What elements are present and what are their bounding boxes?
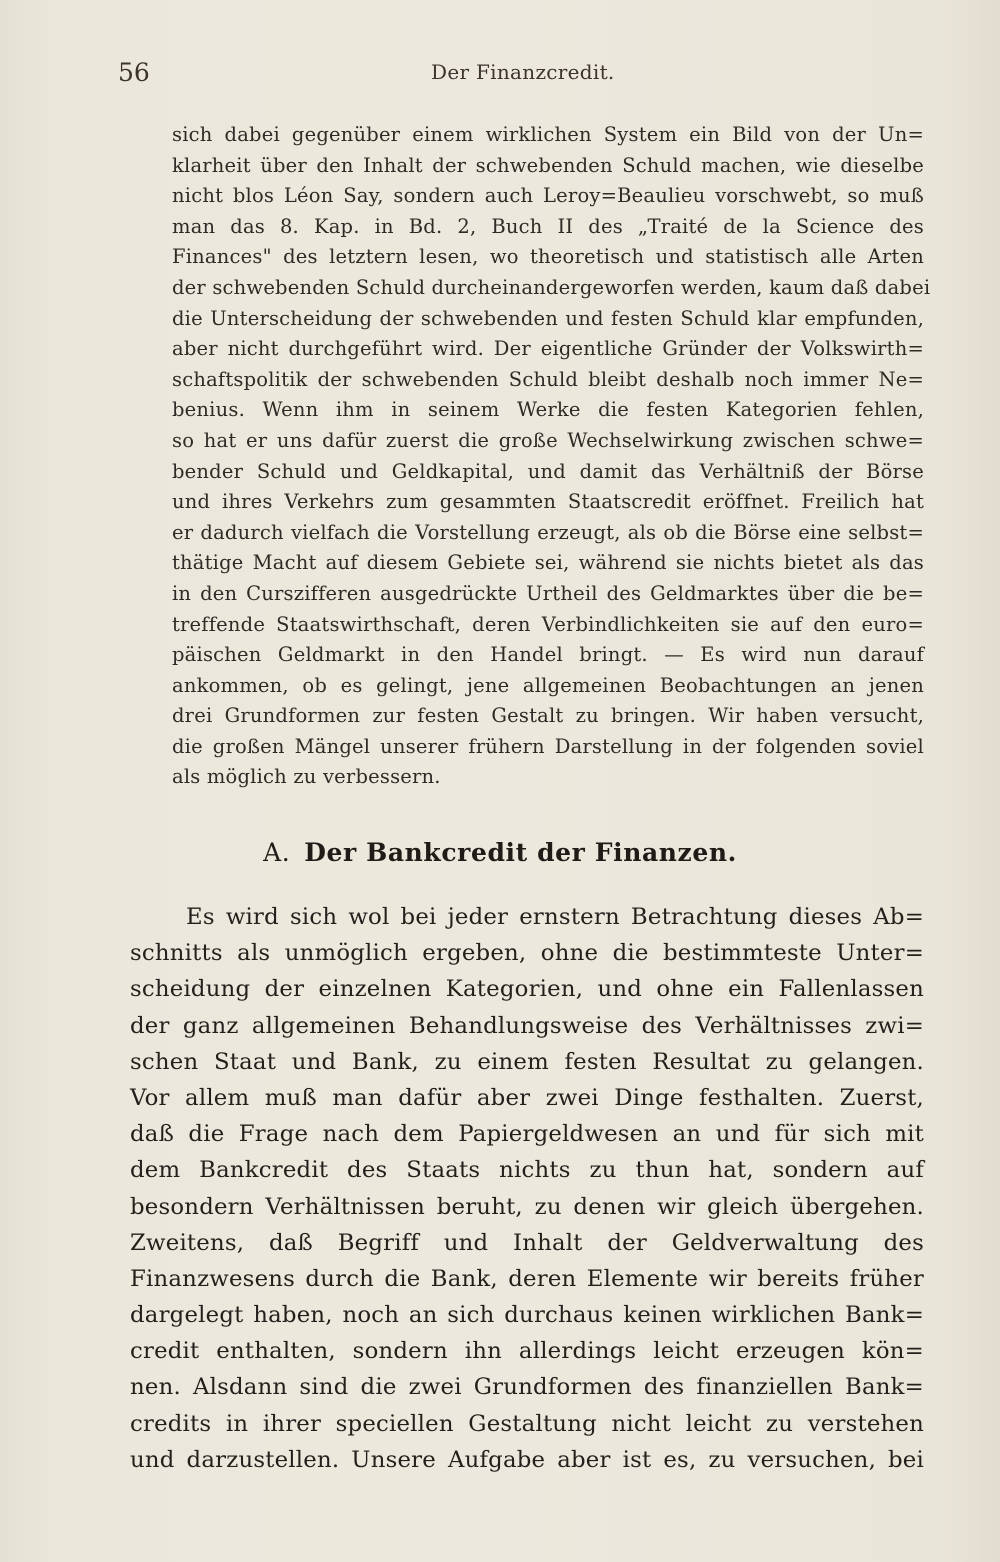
text-line: die großen Mängel unserer frühern Darstellung in der folgenden soviel: [172, 734, 924, 758]
running-head: [118, 58, 918, 94]
text-line: Es wird sich wol bei jeder ernstern Betrachtung dieses Ab=: [186, 904, 924, 930]
text-line: schaftspolitik der schwebenden Schuld bleibt deshalb noch immer Ne=: [172, 367, 924, 391]
text-line: päischen Geldmarkt in den Handel bringt. — Es wird nun darauf: [172, 643, 924, 667]
text-line: er dadurch vielfach die Vorstellung erzeugt, als ob die Börse eine selbst=: [172, 520, 924, 544]
text-line: schen Staat und Bank, zu einem festen Resultat zu gelangen.: [130, 1048, 924, 1075]
text-line: aber nicht durchgeführt wird. Der eigentliche Gründer der Volkswirth=: [172, 337, 924, 361]
text-line: treffende Staatswirthschaft, deren Verbindlichkeiten sie auf den euro=: [172, 612, 924, 636]
text-line: besondern Verhältnissen beruht, zu denen wir gleich übergehen.: [130, 1193, 924, 1220]
text-line: man das 8. Kap. in Bd. 2, Buch II des „Traité de la Science des: [172, 214, 924, 238]
text-line: credits in ihrer speciellen Gestaltung nicht leicht zu verstehen: [130, 1410, 924, 1437]
text-line: klarheit über den Inhalt der schwebenden Schuld machen, wie dieselbe: [172, 153, 924, 177]
text-line: die Unterscheidung der schwebenden und festen Schuld klar empfunden,: [172, 306, 924, 330]
body-paragraph: [130, 899, 924, 1478]
text-line: Finances" des letztern lesen, wo theoretisch und statistisch alle Arten: [172, 245, 924, 269]
text-line: sich dabei gegenüber einem wirklichen System ein Bild von der Un=: [172, 123, 924, 146]
text-line: so hat er uns dafür zuerst die große Wechselwirkung zwischen schwe=: [172, 428, 924, 452]
text-line: dem Bankcredit des Staats nichts zu thun hat, sondern auf: [130, 1157, 924, 1184]
footnote-paragraph: [172, 120, 931, 793]
text-line: nen. Alsdann sind die zwei Grundformen des finanziellen Bank=: [130, 1374, 924, 1401]
text-line: Finanzwesens durch die Bank, deren Elemente wir bereits früher: [130, 1265, 924, 1292]
section-title: Der Bankcredit der Finanzen.: [304, 838, 737, 867]
text-line: nicht blos Léon Say, sondern auch Leroy=Beaulieu vorschwebt, so muß: [172, 184, 924, 208]
text-line: credit enthalten, sondern ihn allerdings leicht erzeugen kön=: [130, 1338, 924, 1365]
text-line: daß die Frage nach dem Papiergeldwesen an und für sich mit: [130, 1121, 924, 1148]
page-number: 56: [118, 58, 150, 87]
text-line: thätige Macht auf diesem Gebiete sei, während sie nichts bietet als das: [172, 551, 924, 575]
text-line: Zweitens, daß Begriff und Inhalt der Geldverwaltung des: [130, 1229, 924, 1256]
text-line: bender Schuld und Geldkapital, und damit das Verhältniß der Börse: [172, 459, 924, 483]
text-line: ankommen, ob es gelingt, jene allgemeinen Beobachtungen an jenen: [172, 673, 924, 697]
text-line: benius. Wenn ihm in seinem Werke die festen Kategorien fehlen,: [172, 398, 924, 422]
text-line: und ihres Verkehrs zum gesammten Staatscredit eröffnet. Freilich hat: [172, 490, 924, 514]
text-line: als möglich zu verbessern.: [172, 765, 441, 789]
text-line: und darzustellen. Unsere Aufgabe aber ist es, zu versuchen, bei: [130, 1446, 924, 1473]
text-line: schnitts als unmöglich ergeben, ohne die bestimmteste Unter=: [130, 940, 924, 967]
text-line: der ganz allgemeinen Behandlungsweise des Verhältnisses zwi=: [130, 1012, 924, 1039]
section-heading: [0, 838, 1000, 867]
text-line: dargelegt haben, noch an sich durchaus keinen wirklichen Bank=: [130, 1302, 924, 1329]
text-line: Vor allem muß man dafür aber zwei Dinge festhalten. Zuerst,: [130, 1084, 924, 1111]
text-line: drei Grundformen zur festen Gestalt zu bringen. Wir haben versucht,: [172, 704, 924, 728]
text-line: in den Curszifferen ausgedrückte Urtheil des Geldmarktes über die be=: [172, 581, 924, 605]
text-line: der schwebenden Schuld durcheinandergeworfen werden, kaum daß dabei: [172, 275, 931, 299]
section-letter: A.: [263, 838, 291, 867]
running-title: Der Finanzcredit.: [431, 60, 615, 84]
text-line: scheidung der einzelnen Kategorien, und ohne ein Fallenlassen: [130, 976, 924, 1003]
